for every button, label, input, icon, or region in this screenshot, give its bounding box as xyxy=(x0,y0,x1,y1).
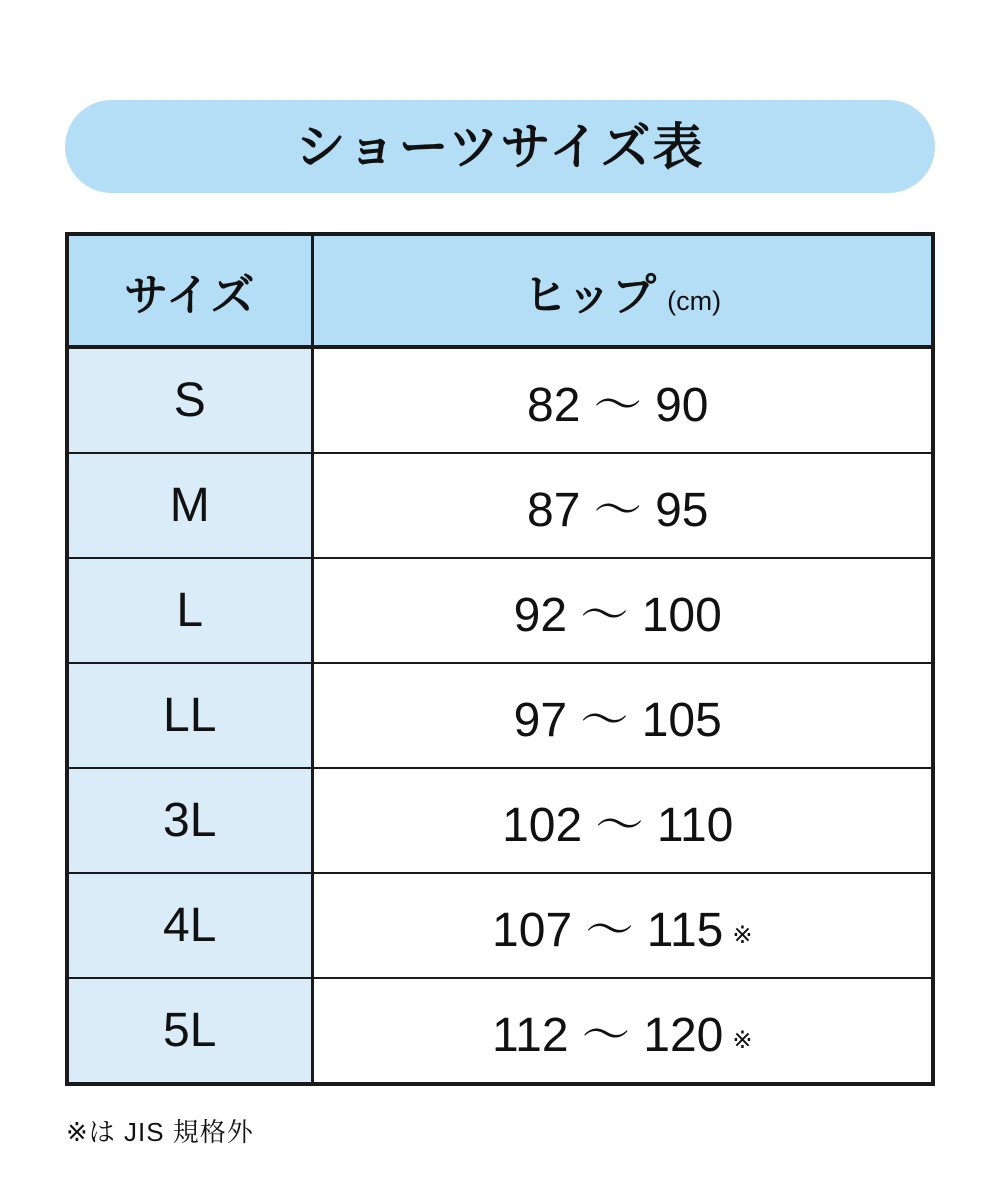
table-row xyxy=(67,558,933,663)
column-header-hip-label: ヒップ xyxy=(523,270,658,320)
size-value: 3L xyxy=(67,768,312,873)
size-value: S xyxy=(67,347,312,453)
hip-range-text: 112 〜 120 xyxy=(492,1009,724,1062)
hip-range-text: 97 〜 105 xyxy=(513,694,722,747)
size-value: L xyxy=(67,558,312,663)
size-value: LL xyxy=(67,663,312,768)
column-header-hip xyxy=(312,234,933,347)
column-header-hip-unit: (cm) xyxy=(667,285,722,316)
table-header-row xyxy=(67,234,933,347)
table-row xyxy=(67,347,933,453)
column-header-size xyxy=(67,234,312,347)
jis-note-mark: ※ xyxy=(732,1027,753,1054)
table-row xyxy=(67,768,933,873)
hip-range-value xyxy=(312,558,933,663)
hip-range-text: 107 〜 115 xyxy=(492,904,724,957)
size-table xyxy=(65,232,935,1086)
hip-range-value xyxy=(312,663,933,768)
hip-range-value xyxy=(312,453,933,558)
hip-range-text: 82 〜 90 xyxy=(527,379,709,432)
jis-footnote: ※は JIS 規格外 xyxy=(66,1117,254,1147)
hip-range-value xyxy=(312,978,933,1084)
hip-range-text: 102 〜 110 xyxy=(502,799,734,852)
title-pill xyxy=(65,100,935,193)
size-value: M xyxy=(67,453,312,558)
jis-note-mark: ※ xyxy=(732,922,753,949)
table-row xyxy=(67,663,933,768)
hip-range-value xyxy=(312,347,933,453)
size-value: 5L xyxy=(67,978,312,1084)
table-row xyxy=(67,978,933,1084)
table-row xyxy=(67,453,933,558)
size-value: 4L xyxy=(67,873,312,978)
hip-range-value xyxy=(312,873,933,978)
hip-range-value xyxy=(312,768,933,873)
hip-range-text: 92 〜 100 xyxy=(513,589,722,642)
table-row xyxy=(67,873,933,978)
column-header-size-label: サイズ xyxy=(124,270,256,320)
page-title: ショーツサイズ表 xyxy=(295,118,705,175)
hip-range-text: 87 〜 95 xyxy=(527,484,709,537)
